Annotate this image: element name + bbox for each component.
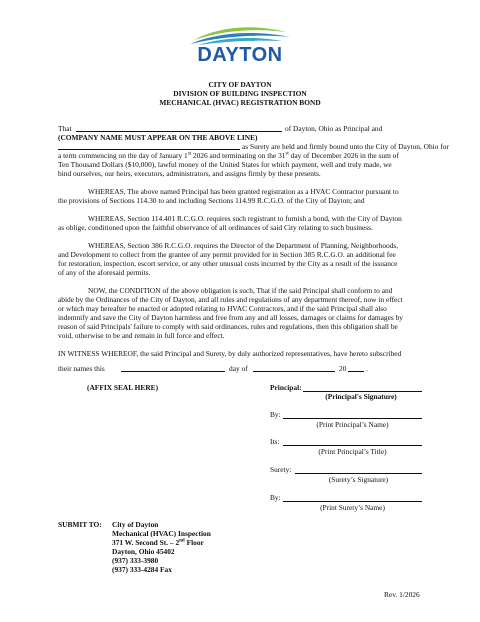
company-note: (COMPANY NAME MUST APPEAR ON THE ABOVE LINE) <box>58 133 258 142</box>
surety-signature-caption: (Surety’s Signature) <box>328 475 389 484</box>
intro-that: That <box>58 124 72 133</box>
whereas3-line3: for restoration, inspection, escort service, or any other unusual costs incurred by the City as a result of the issuance <box>58 259 398 268</box>
submit-line3: 371 W. Second St. – 2nd Floor <box>112 538 204 547</box>
header-bond-title: MECHANICAL (HVAC) REGISTRATION BOND <box>159 98 321 107</box>
by2-label: By: <box>270 493 281 502</box>
whereas1-line2: the provisions of Sections 114.30 to and including Sections 114.99 R.C.G.O. of the City of Dayton; and <box>58 196 365 205</box>
header-city: CITY OF DAYTON <box>208 80 272 89</box>
condition-line3: or which may hereafter be enacted or adopted relating to HVAC Contractors, and if the said Principal shall also <box>58 304 387 313</box>
logo-swoosh-icon <box>184 24 296 46</box>
whereas2-line1: WHEREAS, Section 114.401 R.C.G.O. requires such registrant to furnish a bond, with the City of Dayton <box>88 214 402 223</box>
witness-period: . <box>366 364 368 373</box>
whereas3-line2: and Development to collect from the grantee of any permit provided for in Section 385 R.C.G.O. an additional fee <box>58 250 396 259</box>
intro-bind: bind ourselves, our heirs, executors, administrators, and assigns firmly by these presents. <box>58 169 321 178</box>
surety-name-field[interactable] <box>283 501 422 502</box>
surety-label: Surety: <box>270 465 292 474</box>
condition-line2: abide by the Ordinances of the City of Dayton, and all rules and regulations of any department thereof, now in effect <box>58 295 403 304</box>
revision-label: Rev. 1/2026 <box>384 590 420 599</box>
principal-name-field[interactable] <box>283 418 422 419</box>
witness-day-field[interactable] <box>121 371 225 372</box>
condition-line5: reason of said Principals' failure to comply with said ordinances, rules and regulations, then this obligation shall be <box>58 322 398 331</box>
submit-line2: Mechanical (HVAC) Inspection <box>112 529 211 538</box>
submit-fax: (937) 333-4284 Fax <box>112 565 172 574</box>
principal-label: Principal: <box>270 383 302 392</box>
intro-term: a term commencing on the day of January 1st 2026 and terminating on the 31st day of December 2026 in the sum of <box>58 151 399 160</box>
principal-title-caption: (Print Principal’s Title) <box>318 447 387 456</box>
submit-to-label: SUBMIT TO: <box>58 520 102 529</box>
witness-year-prefix: 20 <box>339 364 347 373</box>
principal-name-caption: (Print Principal’s Name) <box>316 420 389 429</box>
surety-company-field[interactable] <box>58 149 240 150</box>
intro-sum: Ten Thousand Dollars ($10,000), lawful money of the United States for which payment, well and truly made, we <box>58 160 392 169</box>
witness-year-field[interactable] <box>348 371 364 372</box>
submit-line1: City of Dayton <box>112 520 159 529</box>
whereas3-line4: of any of the aforesaid permits. <box>58 268 151 277</box>
header-division: DIVISION OF BUILDING INSPECTION <box>173 89 307 98</box>
witness-day-of: day of <box>229 364 248 373</box>
logo-text: DAYTON <box>197 44 283 66</box>
intro-surety-text: as Surety are held and firmly bound unto the City of Dayton, Ohio for <box>242 142 449 151</box>
witness-names-this: their names this <box>58 364 105 373</box>
dayton-logo <box>184 24 296 68</box>
surety-name-caption: (Print Surety’s Name) <box>320 503 385 512</box>
submit-phone: (937) 333-3980 <box>112 556 159 565</box>
intro-after-blank: of Dayton, Ohio as Principal and <box>285 124 383 133</box>
condition-line1: NOW, the CONDITION of the above obligation is such, That if the said Principal shall conform to and <box>88 286 393 295</box>
condition-line4: indemnify and save the City of Dayton harmless and free from any and all losses, damages or claims for damages by <box>58 313 404 322</box>
submit-line4: Dayton, Ohio 45402 <box>112 547 175 556</box>
witness-month-field[interactable] <box>253 371 335 372</box>
condition-line6: void, otherwise to be and remain in full force and effect. <box>58 331 225 340</box>
principal-title-field[interactable] <box>283 445 422 446</box>
principal-signature-caption: (Principal's Signature) <box>325 392 397 401</box>
whereas2-line2: as oblige, conditioned upon the faithful observance of all ordinances of said City relating to such business. <box>58 223 373 232</box>
whereas3-line1: WHEREAS, Section 386 R.C.G.O. requires the Director of the Department of Planning, Neighborhoods, <box>88 241 399 250</box>
whereas1-line1: WHEREAS, The above named Principal has been granted registration as a HVAC Contractor pursuant to <box>88 187 399 196</box>
principal-company-field[interactable] <box>76 131 282 132</box>
by1-label: By: <box>270 410 281 419</box>
surety-signature-field[interactable] <box>295 473 422 474</box>
witness-line1: IN WITNESS WHEREOF, the said Principal and Surety, by duly authorized representatives, have hereto subscribed <box>58 349 402 358</box>
its-label: Its: <box>270 437 280 446</box>
affix-seal-label: (AFFIX SEAL HERE) <box>87 383 159 392</box>
